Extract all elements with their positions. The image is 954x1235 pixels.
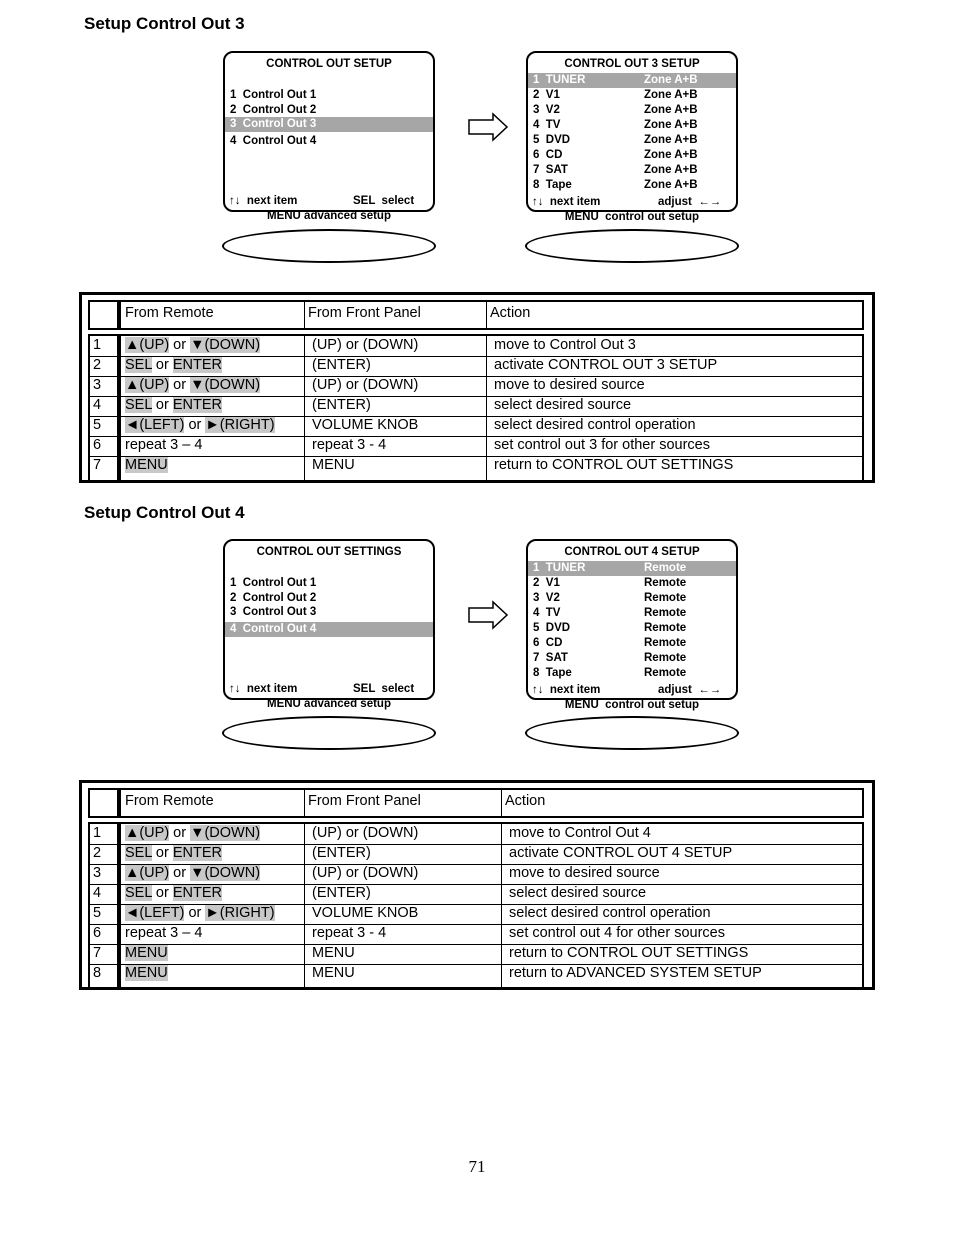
footer-select: SEL select: [353, 683, 415, 695]
panel-cell: (UP) or (DOWN): [312, 865, 419, 881]
row-number: 5: [93, 417, 102, 433]
remote-key: MENU: [125, 457, 168, 473]
action-cell: move to desired source: [509, 865, 660, 881]
remote-key: ENTER: [172, 885, 222, 901]
row-number: 4: [93, 397, 102, 413]
row-divider: [121, 436, 862, 437]
header-cell: From Front Panel: [308, 305, 421, 321]
body-box: [119, 334, 864, 482]
source-name: 3 V2: [533, 104, 560, 116]
remote-key: ◄(LEFT): [125, 905, 185, 921]
remote-key: or: [151, 397, 173, 413]
remote-cell: [125, 456, 168, 475]
panel-cell: (ENTER): [312, 397, 371, 413]
source-row: [528, 621, 736, 636]
source-name: 4 TV: [533, 119, 561, 131]
control-out-3-setup-screen: [526, 51, 738, 223]
header-number-box: [88, 300, 119, 330]
row-number: 7: [93, 945, 102, 961]
remote-key: ▲(UP): [125, 865, 170, 881]
row-divider: [121, 356, 862, 357]
page-number: 71: [468, 1157, 486, 1176]
remote-key: ▼(DOWN): [190, 825, 261, 841]
source-row: [528, 88, 736, 103]
source-row: [528, 666, 736, 681]
control-out-setup-screen: [223, 51, 435, 222]
source-row: [528, 133, 736, 148]
screen-title: CONTROL OUT SETUP: [266, 58, 392, 70]
number-column: [88, 822, 119, 990]
row-number: 4: [93, 885, 102, 901]
row-number: 1: [93, 337, 102, 353]
remote-key: or: [151, 845, 173, 861]
display-oval: [222, 229, 436, 263]
remote-key: or: [169, 825, 191, 841]
panel-cell: (ENTER): [312, 885, 371, 901]
remote-cell: [125, 924, 202, 943]
action-cell: move to Control Out 3: [494, 337, 636, 353]
screen-title: CONTROL OUT 3 SETUP: [564, 58, 700, 70]
header-number-box: [88, 788, 119, 818]
panel-cell: (UP) or (DOWN): [312, 377, 419, 393]
row-number: 3: [93, 865, 102, 881]
footer-adjust: adjust ←→: [658, 196, 722, 208]
remote-key: or: [169, 377, 191, 393]
display-oval: [525, 229, 739, 263]
action-cell: activate CONTROL OUT 3 SETUP: [494, 357, 718, 373]
footer-nav: ↑↓ next item: [532, 196, 601, 208]
action-cell: move to desired source: [494, 377, 645, 393]
remote-cell: [125, 356, 222, 375]
remote-key: repeat 3 – 4: [125, 925, 203, 941]
source-row: [528, 103, 736, 118]
screen-title: CONTROL OUT SETTINGS: [256, 546, 402, 558]
source-row: [528, 576, 736, 591]
screen-title: CONTROL OUT 4 SETUP: [564, 546, 700, 558]
remote-cell: [125, 376, 260, 395]
remote-key: ENTER: [172, 357, 222, 373]
steps-table: [79, 292, 875, 483]
source-name: 7 SAT: [533, 164, 568, 176]
source-value: Zone A+B: [644, 74, 698, 86]
menu-item: 3 Control Out 3: [225, 117, 433, 132]
remote-key: or: [151, 885, 173, 901]
action-cell: set control out 4 for other sources: [509, 925, 725, 941]
remote-key: SEL: [125, 357, 152, 373]
footer-adjust: adjust ←→: [658, 684, 722, 696]
remote-cell: [125, 336, 260, 355]
menu-item: 4 Control Out 4: [225, 622, 433, 637]
remote-key: ENTER: [172, 397, 222, 413]
menu-item: 1 Control Out 1: [230, 577, 317, 589]
source-value: Remote: [644, 592, 687, 604]
remote-cell: [125, 396, 222, 415]
source-row: [528, 148, 736, 163]
col-divider: [501, 790, 502, 816]
action-cell: move to Control Out 4: [509, 825, 651, 841]
panel-cell: repeat 3 - 4: [312, 437, 387, 453]
source-value: Remote: [644, 667, 687, 679]
remote-key: SEL: [125, 845, 152, 861]
header-box: [119, 788, 864, 818]
footer-menu: MENU advanced setup: [267, 698, 391, 710]
source-value: Remote: [644, 652, 687, 664]
source-value: Zone A+B: [644, 119, 698, 131]
panel-cell: (ENTER): [312, 357, 371, 373]
source-name: 7 SAT: [533, 652, 568, 664]
row-divider: [121, 884, 862, 885]
col-divider: [486, 336, 487, 480]
source-value: Remote: [644, 577, 687, 589]
remote-cell: [125, 436, 202, 455]
row-number: 3: [93, 377, 102, 393]
steps-table: [79, 780, 875, 990]
remote-key: or: [169, 337, 191, 353]
remote-key: MENU: [125, 965, 168, 981]
row-number: 1: [93, 825, 102, 841]
action-cell: select desired control operation: [509, 905, 711, 921]
remote-key: SEL: [125, 397, 152, 413]
remote-key: or: [169, 865, 191, 881]
remote-key: or: [151, 357, 173, 373]
action-cell: set control out 3 for other sources: [494, 437, 710, 453]
header-cell: Action: [490, 305, 531, 321]
source-name: 1 TUNER: [533, 562, 586, 574]
source-name: 4 TV: [533, 607, 561, 619]
right-arrow-icon: [467, 112, 509, 142]
source-name: 1 TUNER: [533, 74, 586, 86]
action-cell: activate CONTROL OUT 4 SETUP: [509, 845, 733, 861]
remote-cell: [125, 904, 275, 923]
menu-item: 1 Control Out 1: [230, 89, 317, 101]
row-number: 7: [93, 457, 102, 473]
panel-cell: VOLUME KNOB: [312, 417, 419, 433]
menu-item: 3 Control Out 3: [230, 606, 317, 618]
remote-key: ▲(UP): [125, 825, 170, 841]
menu-item: 2 Control Out 2: [230, 104, 317, 116]
remote-key: or: [184, 905, 206, 921]
action-cell: select desired source: [509, 885, 647, 901]
row-divider: [121, 944, 862, 945]
col-divider: [304, 336, 305, 480]
footer-menu: MENU advanced setup: [267, 210, 391, 222]
remote-cell: [125, 416, 275, 435]
footer-menu: MENU control out setup: [564, 699, 700, 711]
section-heading: Setup Control Out 4: [84, 503, 245, 522]
col-divider: [304, 302, 305, 328]
source-name: 3 V2: [533, 592, 560, 604]
source-row: [528, 591, 736, 606]
number-column: [88, 334, 119, 482]
action-cell: select desired control operation: [494, 417, 696, 433]
row-divider: [121, 396, 862, 397]
remote-cell: [125, 824, 260, 843]
remote-key: ▼(DOWN): [190, 865, 261, 881]
remote-key: ►(RIGHT): [205, 417, 275, 433]
source-value: Remote: [644, 637, 687, 649]
row-number: 6: [93, 925, 102, 941]
remote-key: MENU: [125, 945, 168, 961]
panel-cell: (UP) or (DOWN): [312, 825, 419, 841]
header-cell: From Remote: [125, 793, 214, 809]
remote-key: ▼(DOWN): [190, 377, 261, 393]
action-cell: return to ADVANCED SYSTEM SETUP: [509, 965, 762, 981]
row-divider: [121, 924, 862, 925]
source-value: Zone A+B: [644, 104, 698, 116]
row-divider: [121, 844, 862, 845]
source-value: Zone A+B: [644, 134, 698, 146]
panel-cell: repeat 3 - 4: [312, 925, 387, 941]
remote-key: ►(RIGHT): [205, 905, 275, 921]
action-cell: select desired source: [494, 397, 632, 413]
source-name: 5 DVD: [533, 134, 571, 146]
source-name: 2 V1: [533, 89, 560, 101]
action-cell: return to CONTROL OUT SETTINGS: [509, 945, 749, 961]
source-row: [528, 163, 736, 178]
source-row: [528, 73, 736, 88]
menu-item: 4 Control Out 4: [230, 135, 317, 147]
remote-key: ▲(UP): [125, 377, 170, 393]
source-name: 8 Tape: [533, 667, 572, 679]
footer-menu: MENU control out setup: [564, 211, 700, 223]
section-heading: Setup Control Out 3: [84, 14, 245, 33]
col-divider: [486, 302, 487, 328]
remote-key: ▼(DOWN): [190, 337, 261, 353]
row-number: 2: [93, 845, 102, 861]
remote-key: repeat 3 – 4: [125, 437, 203, 453]
col-divider: [304, 790, 305, 816]
source-row: [528, 178, 736, 193]
source-value: Remote: [644, 607, 687, 619]
footer-nav: ↑↓ next item: [229, 683, 298, 695]
footer-nav: ↑↓ next item: [229, 195, 298, 207]
row-number: 6: [93, 437, 102, 453]
remote-cell: [125, 864, 260, 883]
row-number: 8: [93, 965, 102, 981]
remote-key: ENTER: [172, 845, 222, 861]
remote-key: or: [184, 417, 206, 433]
source-name: 6 CD: [533, 637, 563, 649]
panel-cell: MENU: [312, 965, 355, 981]
source-row: [528, 118, 736, 133]
row-divider: [121, 456, 862, 457]
source-row: [528, 651, 736, 666]
source-name: 5 DVD: [533, 622, 571, 634]
source-row: [528, 606, 736, 621]
remote-cell: [125, 884, 222, 903]
panel-cell: MENU: [312, 457, 355, 473]
body-box: [119, 822, 864, 990]
remote-cell: [125, 964, 168, 983]
row-number: 2: [93, 357, 102, 373]
source-name: 6 CD: [533, 149, 563, 161]
remote-key: SEL: [125, 885, 152, 901]
source-value: Zone A+B: [644, 164, 698, 176]
source-value: Zone A+B: [644, 149, 698, 161]
row-number: 5: [93, 905, 102, 921]
source-value: Remote: [644, 622, 687, 634]
source-row: [528, 636, 736, 651]
header-cell: From Front Panel: [308, 793, 421, 809]
panel-cell: (UP) or (DOWN): [312, 337, 419, 353]
source-name: 2 V1: [533, 577, 560, 589]
remote-cell: [125, 844, 222, 863]
header-cell: From Remote: [125, 305, 214, 321]
panel-cell: VOLUME KNOB: [312, 905, 419, 921]
remote-cell: [125, 944, 168, 963]
display-oval: [525, 716, 739, 750]
source-value: Zone A+B: [644, 89, 698, 101]
right-arrow-icon: [467, 600, 509, 630]
source-value: Remote: [644, 562, 687, 574]
action-cell: return to CONTROL OUT SETTINGS: [494, 457, 734, 473]
footer-select: SEL select: [353, 195, 415, 207]
source-name: 8 Tape: [533, 179, 572, 191]
control-out-settings-screen: [223, 539, 435, 710]
panel-cell: MENU: [312, 945, 355, 961]
panel-cell: (ENTER): [312, 845, 371, 861]
remote-key: ◄(LEFT): [125, 417, 185, 433]
menu-item: 2 Control Out 2: [230, 592, 317, 604]
remote-key: ▲(UP): [125, 337, 170, 353]
header-cell: Action: [505, 793, 546, 809]
display-oval: [222, 716, 436, 750]
source-row: [528, 561, 736, 576]
footer-nav: ↑↓ next item: [532, 684, 601, 696]
control-out-4-setup-screen: [526, 539, 738, 711]
header-box: [119, 300, 864, 330]
source-value: Zone A+B: [644, 179, 698, 191]
